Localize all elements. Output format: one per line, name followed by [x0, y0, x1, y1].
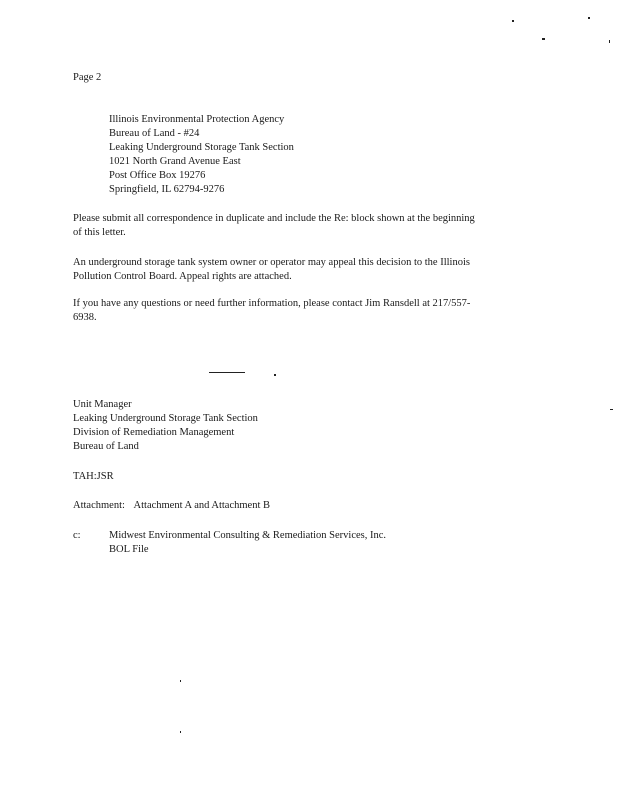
address-line: Illinois Environmental Protection Agency — [109, 114, 285, 125]
address-line: Leaking Underground Storage Tank Section — [109, 142, 294, 153]
scan-speck — [274, 374, 276, 376]
page-number: Page 2 — [73, 72, 102, 83]
signature-mark — [209, 372, 245, 373]
initials: TAH:JSR — [73, 471, 114, 482]
scan-speck — [588, 17, 590, 19]
address-line: 1021 North Grand Avenue East — [109, 156, 241, 167]
cc-recipients — [109, 529, 386, 557]
address-block — [109, 113, 294, 197]
address-line: Post Office Box 19276 — [109, 170, 206, 181]
signature-line: Leaking Underground Storage Tank Section — [73, 413, 258, 424]
address-line: Springfield, IL 62794-9276 — [109, 184, 225, 195]
contact-paragraph: If you have any questions or need further information, please contact Jim Ransdell at 217/557- 6938. — [73, 298, 471, 323]
scan-speck — [180, 680, 181, 682]
attachment-value: Attachment A and Attachment B — [133, 500, 271, 511]
cc-label: c: — [73, 530, 81, 541]
cc-recipient: Midwest Environmental Consulting & Remediation Services, Inc. — [109, 530, 387, 541]
scan-speck — [609, 40, 610, 43]
scan-speck — [610, 409, 613, 410]
signature-line: Unit Manager — [73, 399, 132, 410]
signature-line: Division of Remediation Management — [73, 427, 235, 438]
appeal-paragraph: An underground storage tank system owner or operator may appeal this decision to the Illinois Pollution Control Board. Appeal rights are attached. — [73, 257, 470, 282]
attachment-label: Attachment: — [73, 500, 125, 511]
correspondence-paragraph: Please submit all correspondence in duplicate and include the Re: block shown at the beginning of this letter. — [73, 213, 475, 238]
scan-speck — [542, 38, 545, 40]
attachment-line — [73, 499, 270, 513]
signature-block — [73, 398, 258, 454]
scan-speck — [512, 20, 514, 22]
scan-speck — [180, 731, 181, 733]
cc-recipient: BOL File — [109, 544, 149, 555]
address-line: Bureau of Land - #24 — [109, 128, 200, 139]
signature-line: Bureau of Land — [73, 441, 139, 452]
